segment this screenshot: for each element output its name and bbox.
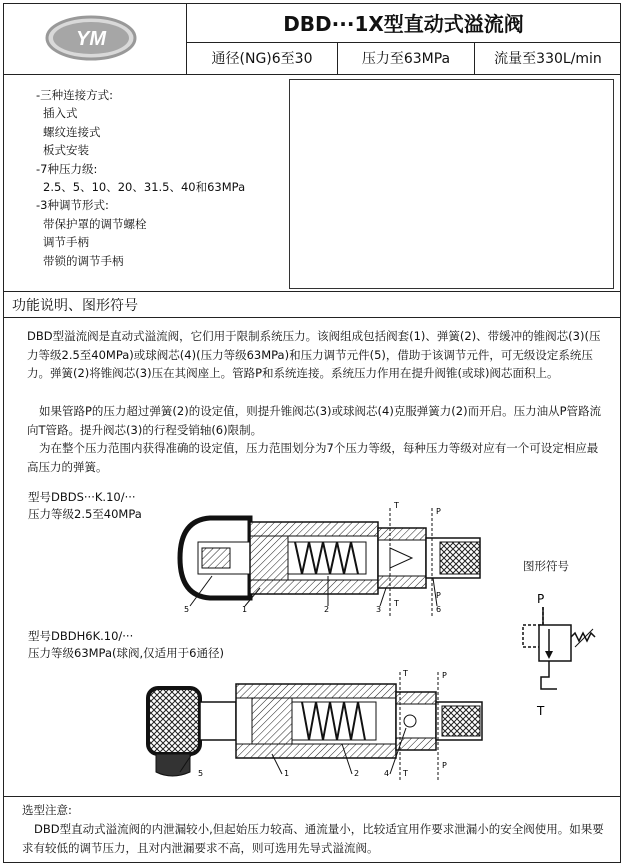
ym-logo (44, 14, 138, 62)
symbol-port-p: P (537, 592, 545, 606)
description-para-2: 如果管路P的压力超过弹簧(2)的设定值，则提升锥阀芯(3)或球阀芯(4)克服弹簧力(2)而开启。压力油从P管路流向T管路。提升阀芯(3)的行程受销轴(6)限制。 (27, 404, 602, 437)
section-top-line (3, 291, 621, 292)
feature-heading: -7种压力级: (36, 161, 98, 176)
feature-item: 带锁的调节手柄 (43, 253, 124, 268)
d2-label-t-top: T (403, 669, 408, 678)
d2-label-t-bottom: T (403, 769, 408, 778)
d1-label-p-bottom: P (436, 591, 441, 600)
logo-text: YM (76, 28, 106, 50)
model1-caption (28, 489, 142, 523)
spec-pressure: 压力至63MPa (361, 51, 451, 67)
symbol-title: 图形符号 (523, 559, 569, 573)
page-title: DBD···1X型直动式溢流阀 (283, 12, 524, 36)
feature-item: 插入式 (43, 106, 78, 121)
valve-drawing-2 (142, 668, 487, 783)
d1-label-1: 1 (242, 605, 248, 614)
section-title: 功能说明、图形符号 (12, 298, 138, 314)
spec-flow: 流量至330L/min (494, 51, 602, 67)
features-list (36, 86, 245, 270)
d2-label-5: 5 (198, 769, 204, 778)
relief-valve-symbol (505, 585, 605, 720)
description-para-1: DBD型溢流阀是直动式溢流阀，它们用于限制系统压力。该阀组成包括阀套(1)、弹簧(2)、带缓冲的锥阀芯(3)(压力等级2.5至40MPa)或球阀芯(4)(压力等级63MPa)和压力调节元件(5)，借助于该调节元件，可无级设定系统压力。弹簧(2)将锥阀芯(3)压在其阀座上。管路P和系统连接。系统压力作用在提升阀锥(或球)阀芯面积上。 (27, 329, 601, 380)
feature-item: 板式安装 (43, 143, 89, 158)
d2-label-1: 1 (284, 769, 290, 778)
feature-item: 2.5、5、10、20、31.5、40和63MPa (43, 180, 246, 195)
model2-name: 型号DBDH6K.10/··· (28, 629, 134, 643)
notes-top-line (3, 796, 621, 797)
feature-heading: -3种调节形式: (36, 198, 109, 213)
d1-label-t-bottom: T (394, 599, 399, 608)
notes-text: DBD型直动式溢流阀的内泄漏较小,但起始压力较高、通流量小，比较适宜用作要求泄漏小的安全阀使用。如果要求有较低的调节压力，且对内泄漏要求不高，则可选用先导式溢流阀。 (22, 822, 604, 855)
d1-label-p-top: P (436, 507, 441, 516)
product-photo-placeholder (289, 79, 614, 289)
d2-label-4: 4 (384, 769, 390, 778)
valve-drawing-1 (150, 498, 485, 618)
feature-item: 带保护罩的调节螺栓 (43, 216, 147, 231)
header-bottom-line (3, 74, 621, 75)
header-divider (186, 42, 621, 43)
description-para-3: 为在整个压力范围内获得准确的设定值，压力范围划分为7个压力等级，每种压力等级对应有一个可设定相应最高压力的弹簧。 (27, 441, 599, 474)
feature-item: 螺纹连接式 (43, 124, 101, 139)
notes-title: 选型注意: (22, 803, 72, 817)
model1-name: 型号DBDS···K.10/··· (28, 490, 136, 504)
d2-label-p-top: P (442, 671, 447, 680)
symbol-port-t: T (537, 704, 545, 718)
feature-heading: -三种连接方式: (36, 88, 114, 102)
d1-label-6: 6 (436, 605, 442, 614)
model2-pressure: 压力等级63MPa(球阀,仅适用于6通径) (28, 646, 224, 660)
section-bottom-line (3, 317, 621, 318)
model2-caption (28, 628, 224, 662)
d1-label-5: 5 (184, 605, 190, 614)
d2-label-p-bottom: P (442, 761, 447, 770)
d1-label-2: 2 (324, 605, 330, 614)
feature-item: 调节手柄 (43, 235, 89, 250)
d1-label-t-top: T (394, 501, 399, 510)
d1-label-3: 3 (376, 605, 382, 614)
spec-size: 通径(NG)6至30 (211, 51, 313, 67)
d2-label-2: 2 (354, 769, 360, 778)
model1-pressure: 压力等级2.5至40MPa (28, 507, 142, 521)
